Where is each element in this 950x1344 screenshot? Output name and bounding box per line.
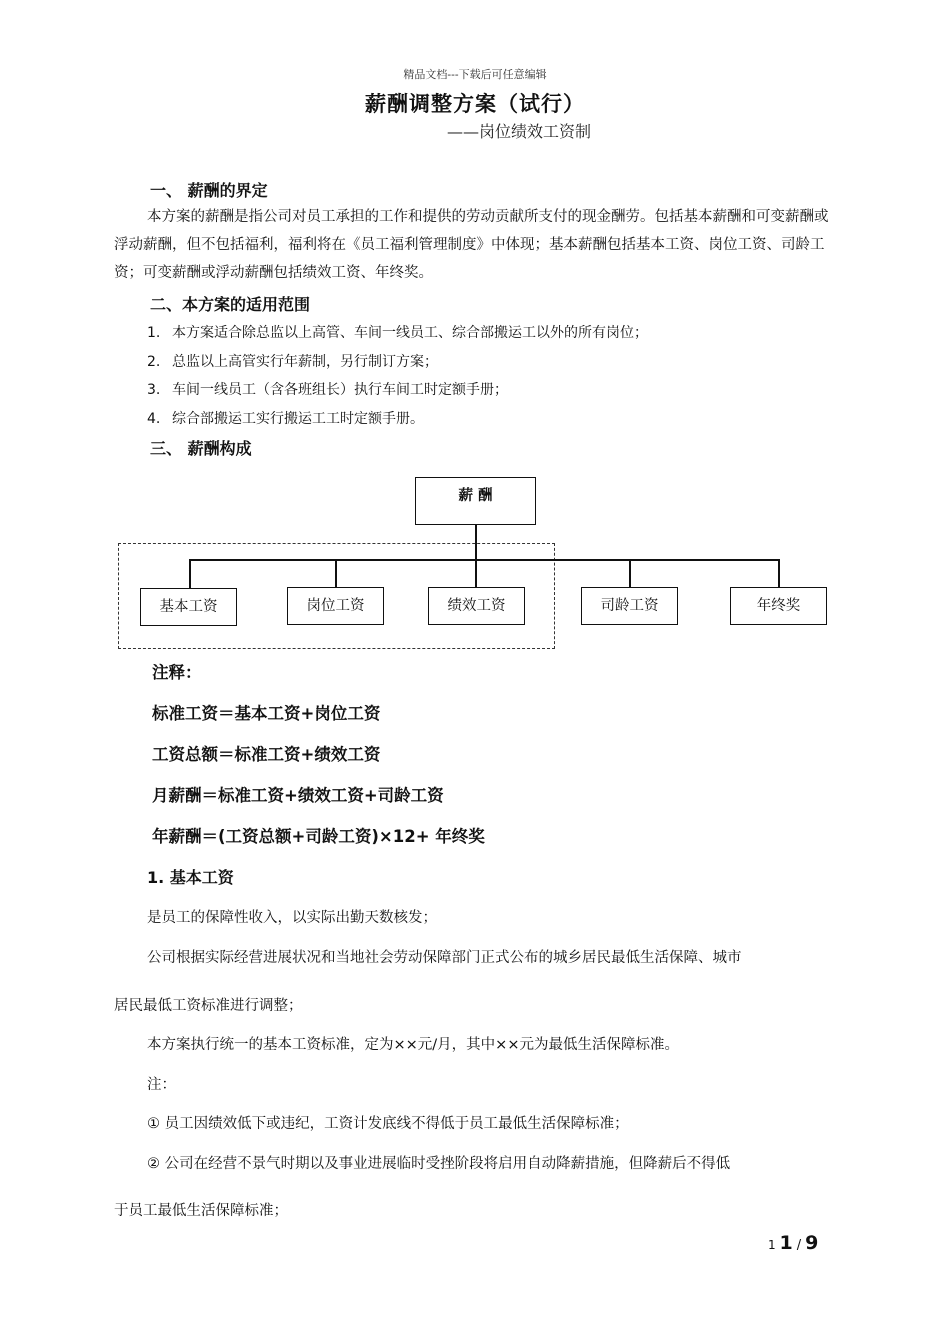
scope-item-3 (147, 379, 508, 399)
node-performance-wage: 绩效工资 (428, 587, 525, 625)
connector-branch (189, 559, 191, 588)
scope-item-text: 本方案适合除总监以上高管、车间一线员工、综合部搬运工以外的所有岗位； (172, 325, 648, 341)
formula-annual-salary: 年薪酬＝(工资总额+司龄工资)×12+ 年终奖 (152, 827, 485, 846)
header-note: 精品文档---下载后可任意编辑 (403, 68, 547, 81)
section-3-title: 三、 薪酬构成 (150, 439, 252, 458)
basic-wage-line-3: 本方案执行统一的基本工资标准，定为××元/月，其中××元为最低生活保障标准。 (147, 1037, 679, 1053)
formula-monthly-salary: 月薪酬＝标准工资+绩效工资+司龄工资 (152, 786, 444, 805)
scope-item-number: 2. (147, 354, 161, 370)
basic-wage-note-2b: 于员工最低生活保障标准； (114, 1203, 288, 1219)
node-position-wage: 岗位工资 (287, 587, 384, 625)
scope-item-number: 3. (147, 382, 161, 398)
scope-item-number: 4. (147, 411, 161, 427)
scope-item-1 (147, 322, 648, 342)
node-year-end-bonus: 年终奖 (730, 587, 827, 625)
connector-branch (335, 559, 337, 588)
formula-standard-wage: 标准工资＝基本工资+岗位工资 (152, 704, 381, 723)
page-subtitle: ——岗位绩效工资制 (447, 122, 592, 141)
basic-wage-note-1: ① 员工因绩效低下或违纪，工资计发底线不得低于员工最低生活保障标准； (147, 1116, 629, 1132)
basic-wage-title: 1. 基本工资 (147, 868, 234, 887)
node-seniority-wage: 司龄工资 (581, 587, 678, 625)
notes-label: 注释： (152, 663, 202, 682)
footer-page-number: 1 (779, 1232, 793, 1254)
connector-branch (475, 559, 477, 588)
footer-small-number: 1 (768, 1238, 776, 1252)
scope-item-2 (147, 351, 438, 371)
basic-wage-line-2b: 居民最低工资标准进行调整； (114, 998, 303, 1014)
footer-total-pages: 9 (805, 1232, 819, 1254)
node-basic-wage: 基本工资 (140, 588, 237, 626)
scope-item-text: 综合部搬运工实行搬运工工时定额手册。 (172, 411, 424, 427)
basic-wage-line-1: 是员工的保障性收入，以实际出勤天数核发； (147, 910, 437, 926)
section-2-title: 二、本方案的适用范围 (150, 295, 311, 314)
diagram-root-node: 薪 酬 (415, 477, 536, 525)
footer-slash: / (796, 1238, 802, 1253)
scope-item-text: 车间一线员工（含各班组长）执行车间工时定额手册； (172, 382, 508, 398)
basic-wage-note-label: 注： (147, 1077, 176, 1093)
connector-horizontal-bar (189, 559, 779, 561)
scope-item-text: 总监以上高管实行年薪制，另行制订方案； (172, 354, 438, 370)
connector-root-vertical (475, 525, 477, 559)
formula-total-wage: 工资总额＝标准工资+绩效工资 (152, 745, 381, 764)
scope-item-number: 1. (147, 325, 161, 341)
connector-branch (629, 559, 631, 588)
page-footer (768, 1232, 818, 1254)
basic-wage-note-2a: ② 公司在经营不景气时期以及事业进展临时受挫阶段将启用自动降薪措施，但降薪后不得低 (147, 1156, 731, 1172)
connector-branch (778, 559, 780, 588)
section-1-title: 一、 薪酬的界定 (150, 181, 268, 200)
page-title: 薪酬调整方案（试行） (365, 91, 585, 116)
basic-wage-line-2a: 公司根据实际经营进展状况和当地社会劳动保障部门正式公布的城乡居民最低生活保障、城市 (147, 950, 742, 966)
scope-item-4 (147, 408, 424, 428)
section-1-paragraph: 本方案的薪酬是指公司对员工承担的工作和提供的劳动贡献所支付的现金酬劳。包括基本薪酬和可变薪酬或浮动薪酬，但不包括福利，福利将在《员工福利管理制度》中体现；基本薪酬包括基本工资、岗位工资、司龄工资；可变薪酬或浮动薪酬包括绩效工资、年终奖。 (114, 209, 829, 281)
